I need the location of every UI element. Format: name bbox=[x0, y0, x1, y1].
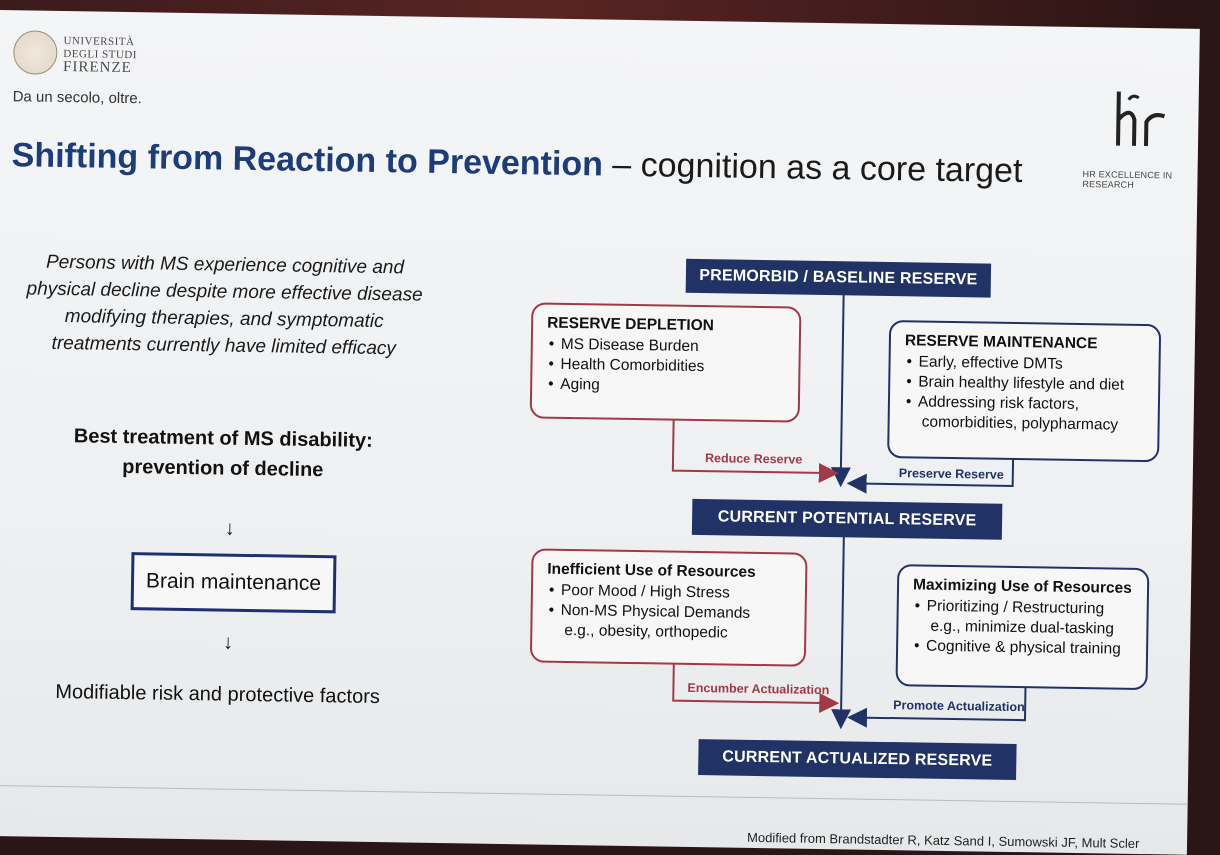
university-tagline: Da un secolo, oltre. bbox=[12, 88, 143, 108]
inefficient-use-box bbox=[530, 548, 808, 666]
list-item: • Health Comorbidities bbox=[546, 355, 784, 379]
list-item: • Addressing risk factors, bbox=[904, 392, 1144, 416]
reserve-maintenance-box bbox=[887, 320, 1161, 462]
main-flow-line-lower bbox=[841, 523, 844, 725]
down-arrow-icon: ↓ bbox=[222, 631, 234, 654]
current-potential-reserve-box: CURRENT POTENTIAL RESERVE bbox=[692, 499, 1003, 540]
promote-actualization-label: Promote Actualization bbox=[893, 698, 1025, 715]
reserve-depletion-title: RESERVE DEPLETION bbox=[547, 314, 715, 335]
list-item: • Poor Mood / High Stress bbox=[547, 581, 791, 605]
list-item: • Early, effective DMTs bbox=[904, 352, 1144, 376]
reserve-maintenance-title: RESERVE MAINTENANCE bbox=[904, 332, 1098, 353]
list-item: • Cognitive & physical training bbox=[912, 636, 1132, 659]
list-item: • Non-MS Physical Demands bbox=[546, 601, 790, 625]
citation-text: Modified from Brandstadter R, Katz Sand I, Sumowski JF, Mult Scler bbox=[746, 829, 1140, 851]
reduce-reserve-label: Reduce Reserve bbox=[704, 451, 803, 467]
presentation-slide bbox=[0, 10, 1200, 855]
down-arrow-icon: ↓ bbox=[224, 517, 236, 540]
premorbid-reserve-box: PREMORBID / BASELINE RESERVE bbox=[686, 259, 991, 298]
brain-maintenance-box: Brain maintenance bbox=[131, 552, 337, 613]
modifiable-factors-text: Modifiable risk and protective factors bbox=[55, 680, 381, 709]
hr-excellence-caption: HR EXCELLENCE IN RESEARCH bbox=[1082, 169, 1173, 190]
maximizing-use-box bbox=[895, 564, 1149, 690]
intro-paragraph: Persons with MS experience cognitive and physical decline despite more effective disease modifying therapies, and symptomatic treatments currently have limited efficacy bbox=[26, 251, 423, 360]
current-actualized-reserve-box: CURRENT ACTUALIZED RESERVE bbox=[698, 739, 1017, 780]
list-item-continuation: comorbidities, polypharmacy bbox=[921, 413, 1119, 434]
encumber-actualization-label: Encumber Actualization bbox=[687, 680, 830, 698]
list-item: • MS Disease Burden bbox=[547, 335, 785, 359]
preserve-reserve-label: Preserve Reserve bbox=[898, 466, 1004, 482]
university-line1: UNIVERSITÀ bbox=[63, 35, 135, 49]
best-treatment-line1: Best treatment of MS disability: bbox=[73, 425, 373, 452]
slide-title-rest: – cognition as a core target bbox=[602, 145, 1023, 191]
list-item-continuation: e.g., obesity, orthopedic bbox=[564, 621, 728, 642]
list-item: • Aging bbox=[546, 375, 784, 399]
main-flow-line-upper bbox=[841, 291, 844, 483]
best-treatment-line2: prevention of decline bbox=[122, 455, 324, 482]
list-item-continuation: e.g., minimize dual-tasking bbox=[930, 617, 1115, 638]
slide-title-bold: Shifting from Reaction to Prevention bbox=[11, 136, 604, 184]
reserve-depletion-box bbox=[530, 302, 802, 422]
list-item: • Prioritizing / Restructuring bbox=[913, 596, 1133, 619]
inefficient-use-title: Inefficient Use of Resources bbox=[547, 560, 756, 581]
maximizing-use-title: Maximizing Use of Resources bbox=[912, 576, 1132, 597]
list-item: • Brain healthy lifestyle and diet bbox=[904, 372, 1144, 396]
university-line2: DEGLI STUDI bbox=[63, 48, 138, 62]
university-line3: FIRENZE bbox=[62, 58, 132, 77]
